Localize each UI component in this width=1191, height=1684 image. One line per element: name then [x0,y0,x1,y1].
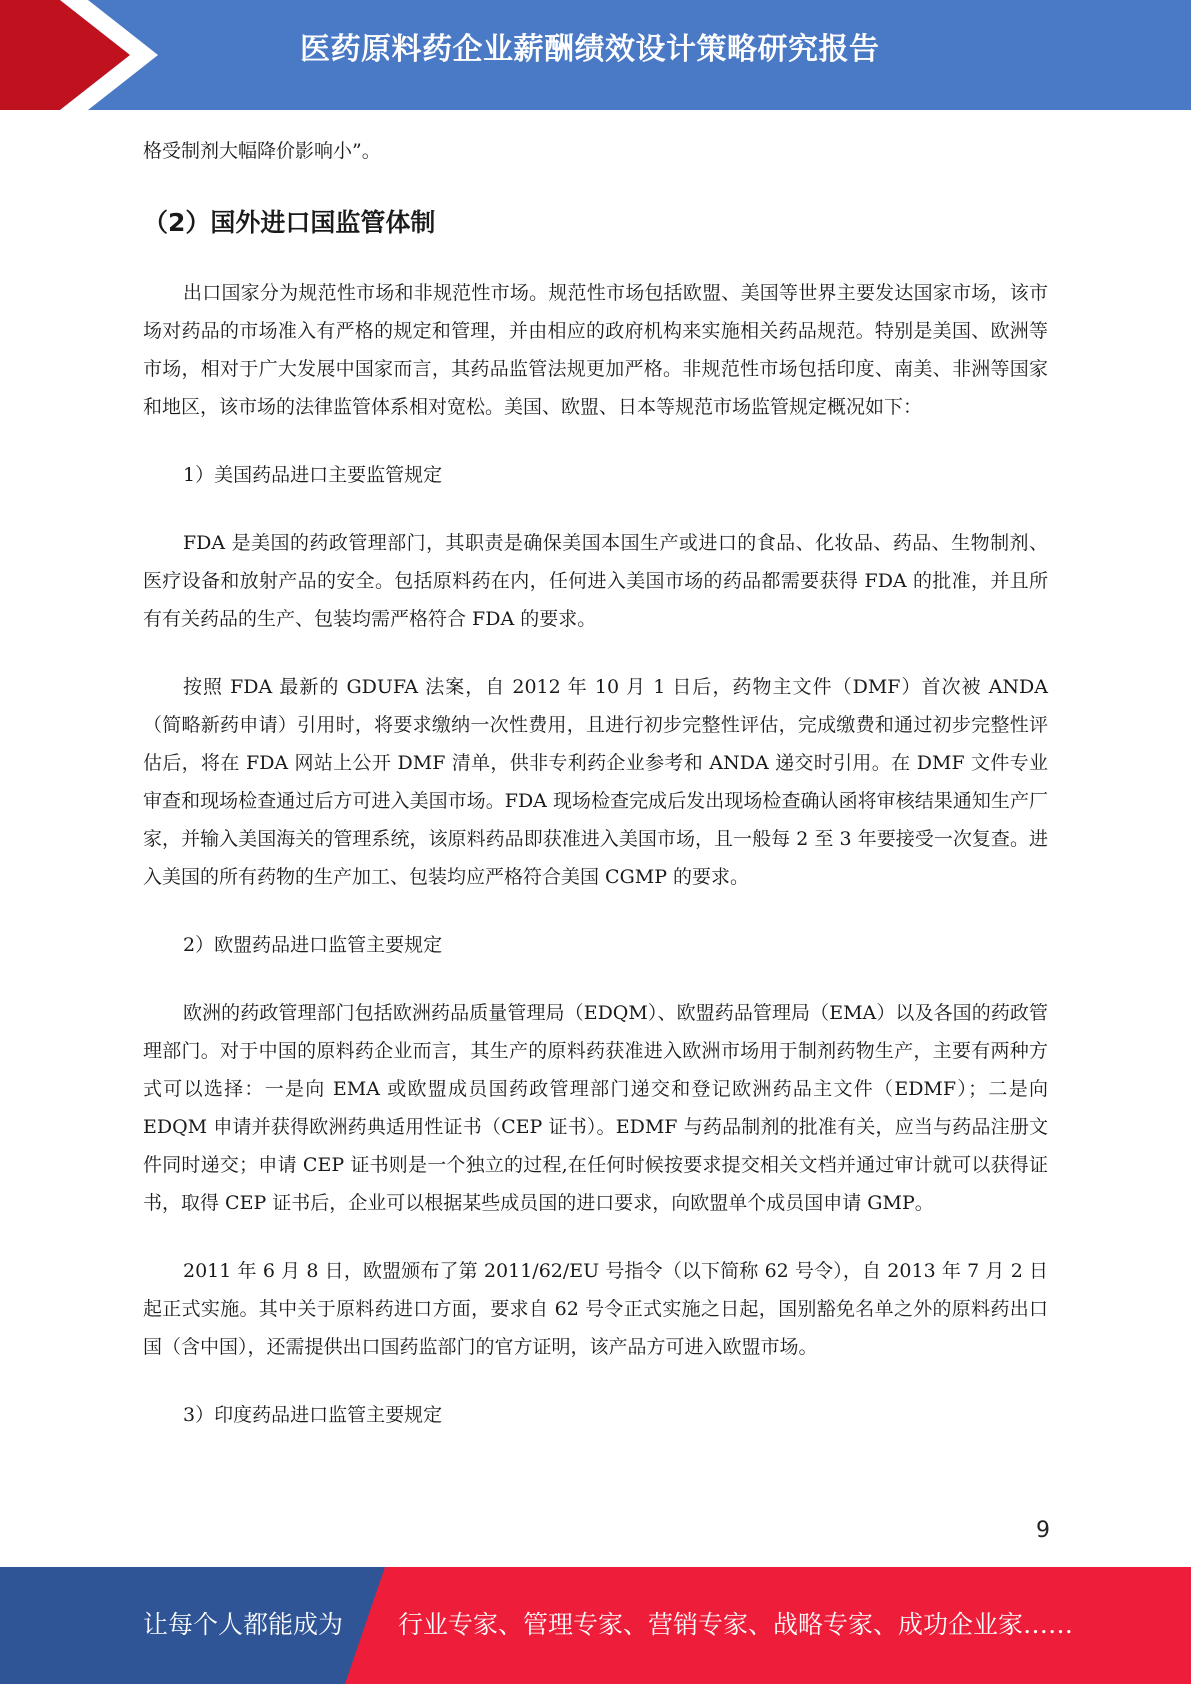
page-header [0,0,1191,110]
page-footer [0,1567,1191,1684]
footer-slogan-left: 让每个人都能成为 [143,1610,344,1639]
report-title: 医药原料药企业薪酬绩效设计策略研究报告 [300,32,880,67]
continuation-text: 格受制剂大幅降价影响小”。 [143,140,381,162]
section-heading: （2）国外进口国监管体制 [143,208,436,237]
paragraph-edqm: 欧洲的药政管理部门包括欧洲药品质量管理局（EDQM）、欧盟药品管理局（EMA）以及各国的药政管理部门。对于中国的原料药企业而言，其生产的原料药获准进入欧洲市场用于制剂药物生产，主要有两种方式可以选择：一是向 EMA 或欧盟成员国药政管理部门递交和登记欧洲药品主文件（EDMF）；二是向 EDQM 申请并获得欧洲药典适用性证书（CEP 证书）。EDMF 与药品制剂的批准有关，应当与药品注册文件同时递交；申请 CEP 证书则是一个独立的过程,在任何时候按要求提交相关文档并通过审计就可以获得证书，取得 CEP 证书后，企业可以根据某些成员国的进口要求，向欧盟单个成员国申请 GMP。 [143,1002,1048,1214]
paragraph-markets: 出口国家分为规范性市场和非规范性市场。规范性市场包括欧盟、美国等世界主要发达国家市场，该市场对药品的市场准入有严格的规定和管理，并由相应的政府机构来实施相关药品规范。特别是美国、欧洲等市场，相对于广大发展中国家而言，其药品监管法规更加严格。非规范性市场包括印度、南美、非洲等国家和地区，该市场的法律监管体系相对宽松。美国、欧盟、日本等规范市场监管规定概况如下： [143,282,1048,418]
paragraph-fda: FDA 是美国的药政管理部门，其职责是确保美国本国生产或进口的食品、化妆品、药品、生物制剂、医疗设备和放射产品的安全。包括原料药在内，任何进入美国市场的药品都需要获得 FDA 的批准，并且所有有关药品的生产、包装均需严格符合 FDA 的要求。 [143,532,1048,630]
subheading-usa: 1）美国药品进口主要监管规定 [183,464,443,486]
subheading-india: 3）印度药品进口监管主要规定 [183,1404,443,1426]
page-content [143,132,1048,1434]
footer-slogan-right: 行业专家、管理专家、营销专家、战略专家、成功企业家…… [398,1610,1074,1639]
subheading-eu: 2）欧盟药品进口监管主要规定 [183,934,443,956]
page-number: 9 [1036,1518,1050,1543]
paragraph-gdufa: 按照 FDA 最新的 GDUFA 法案，自 2012 年 10 月 1 日后，药物主文件（DMF）首次被 ANDA（简略新药申请）引用时，将要求缴纳一次性费用，且进行初步完整性评估，完成缴费和通过初步完整性评估后，将在 FDA 网站上公开 DMF 清单，供非专利药企业参考和 ANDA 递交时引用。在 DMF 文件专业审查和现场检查通过后方可进入美国市场。FDA 现场检查完成后发出现场检查确认函将审核结果通知生产厂家，并输入美国海关的管理系统，该原料药品即获准进入美国市场，且一般每 2 至 3 年要接受一次复查。进入美国的所有药物的生产加工、包装均应严格符合美国 CGMP 的要求。 [143,676,1048,888]
paragraph-directive: 2011 年 6 月 8 日，欧盟颁布了第 2011/62/EU 号指令（以下简称 62 号令），自 2013 年 7 月 2 日起正式实施。其中关于原料药进口方面，要求自 62 号令正式实施之日起，国别豁免名单之外的原料药出口国（含中国），还需提供出口国药监部门的官方证明，该产品方可进入欧盟市场。 [143,1260,1048,1358]
